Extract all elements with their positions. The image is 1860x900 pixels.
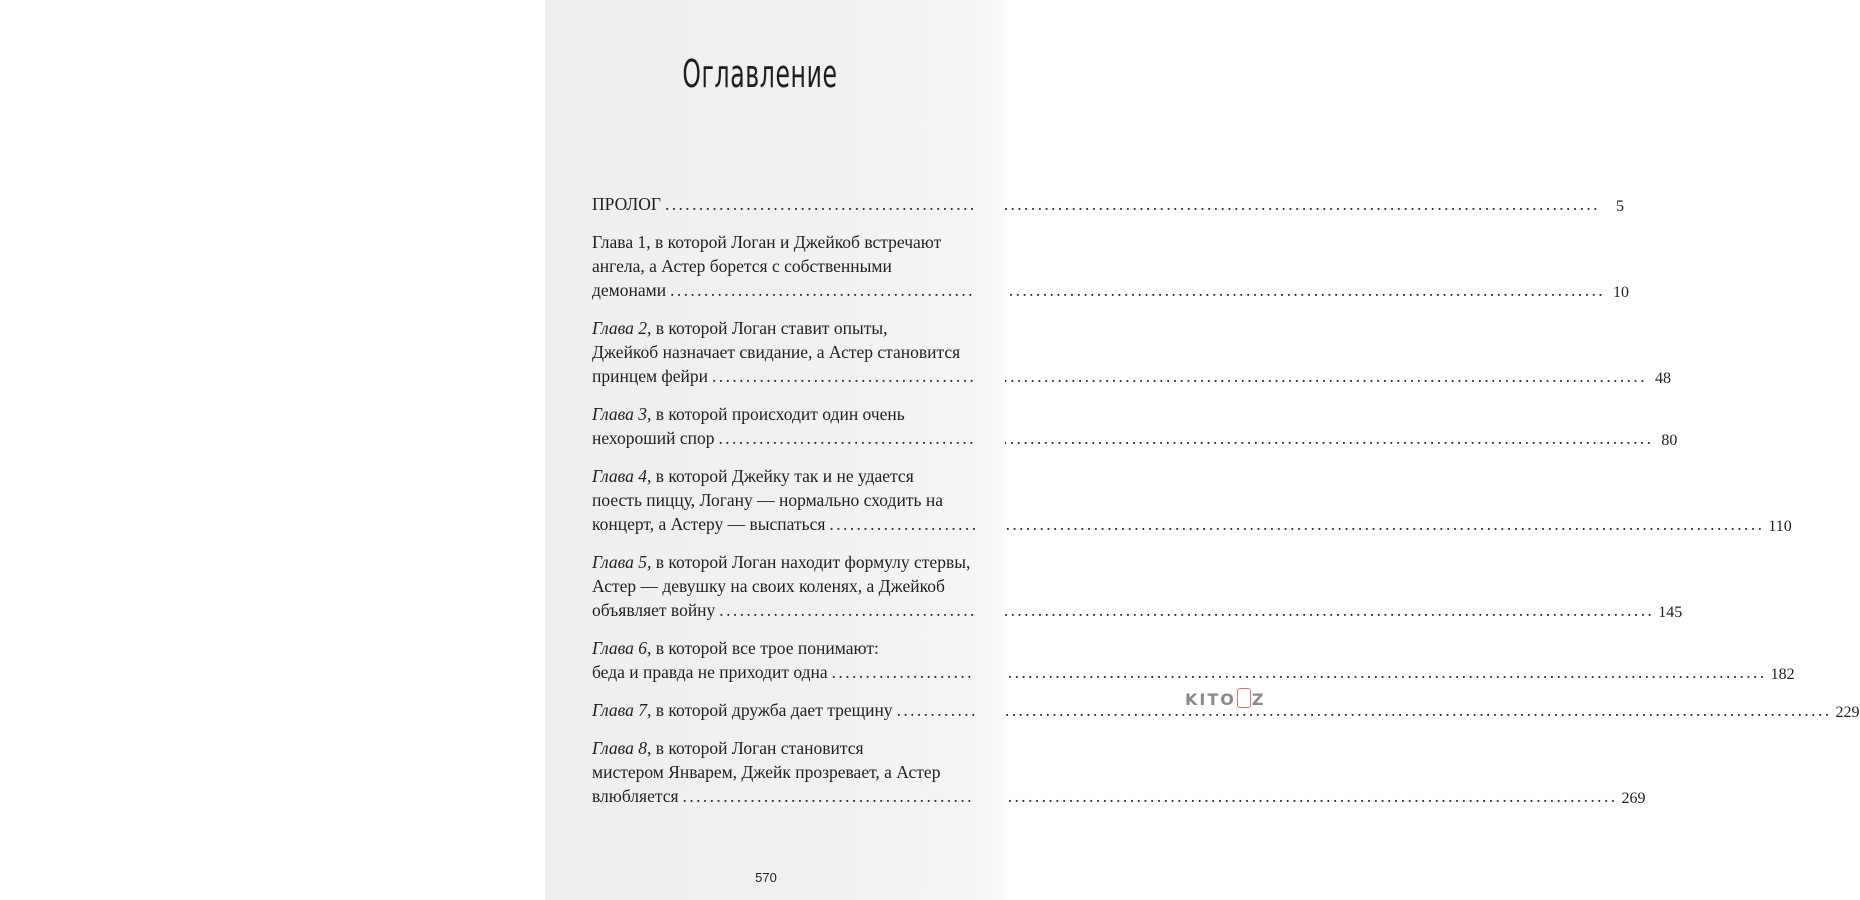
chapter-label: Глава 3,	[592, 404, 652, 424]
page-number: 570	[755, 870, 777, 885]
toc-entry-title: демонами	[592, 280, 667, 300]
toc-entry-chapter-2[interactable]	[592, 316, 1671, 388]
toc-page-number: 80	[1661, 432, 1678, 449]
toc-page-number: 269	[1621, 790, 1646, 807]
chapter-label: Глава 2,	[592, 318, 652, 338]
toc-leader-dots	[719, 598, 1654, 622]
toc-page-number: 5	[1615, 198, 1624, 215]
toc-entry-title: принцем фейри	[592, 366, 709, 386]
toc-entry-line: в которой Логан находит формулу стервы,	[651, 552, 971, 572]
toc-page-number: 182	[1770, 666, 1795, 683]
toc-leader-dots	[718, 426, 1653, 450]
toc-entry-line: в которой Логан становится	[651, 738, 864, 758]
toc-entry-line: Астер — девушку на своих коленях, а Джейкоб	[592, 576, 945, 596]
chapter-label: Глава 7,	[592, 700, 652, 720]
toc-entry-line: мистером Январем, Джейк прозревает, а Астер	[592, 762, 941, 782]
toc-entry-title: концерт, а Астеру — выспаться	[592, 514, 826, 534]
toc-entry-line: Глава 1, в которой Логан и Джейкоб встречают	[592, 232, 942, 252]
toc-entry-line: в которой Логан ставит опыты,	[651, 318, 888, 338]
toc-leader-dots	[670, 278, 1605, 302]
toc-page-number: 110	[1768, 518, 1792, 535]
toc-entry-line: в которой все трое понимают:	[651, 638, 879, 658]
toc-entry-title: влюбляется	[592, 786, 679, 806]
toc-entry-line: в которой Джейку так и не удается	[651, 466, 914, 486]
toc-page-number: 229	[1835, 704, 1860, 721]
toc-page-number: 145	[1658, 604, 1683, 621]
watermark-logo	[1185, 688, 1265, 709]
chapter-label: Глава 6,	[592, 638, 652, 658]
toc-entry-line: поесть пиццу, Логану — нормально сходить на	[592, 490, 943, 510]
chapter-label: Глава 5,	[592, 552, 652, 572]
toc-entry-chapter-3[interactable]	[592, 402, 1678, 450]
toc-title: Оглавление	[682, 52, 838, 96]
toc-entry-title: ПРОЛОГ	[592, 194, 661, 214]
toc-entry-prologue[interactable]	[592, 192, 1624, 216]
toc-entry-title: объявляет войну	[592, 600, 716, 620]
watermark-b-icon	[1237, 688, 1251, 708]
toc-entry-chapter-4[interactable]	[592, 464, 1792, 536]
toc-leader-dots	[829, 512, 1764, 536]
toc-entry-chapter-8[interactable]	[592, 736, 1646, 808]
toc-entry-title: беда и правда не приходит одна	[592, 662, 828, 682]
toc-entry-title: нехороший спор	[592, 428, 715, 448]
toc-entry-line: в которой происходит один очень	[651, 404, 905, 424]
toc-leader-dots	[832, 660, 1767, 684]
toc-entry-title: в которой дружба дает трещину	[651, 700, 893, 720]
watermark-text-right: Z	[1251, 690, 1266, 709]
toc-page-number: 10	[1613, 284, 1630, 301]
toc-page-number: 48	[1654, 370, 1671, 387]
toc-entry-chapter-6[interactable]	[592, 636, 1795, 684]
toc-entry-line: Джейкоб назначает свидание, а Астер становится	[592, 342, 961, 362]
toc-entry-line: ангела, а Астер борется с собственными	[592, 256, 892, 276]
watermark-text-left: KITO	[1185, 690, 1236, 709]
toc-leader-dots	[897, 698, 1832, 722]
toc-leader-dots	[683, 784, 1618, 808]
chapter-label: Глава 4,	[592, 466, 652, 486]
toc-entry-chapter-5[interactable]	[592, 550, 1683, 622]
toc-entry-chapter-1[interactable]	[592, 230, 1630, 302]
toc-leader-dots	[712, 364, 1647, 388]
chapter-label: Глава 8,	[592, 738, 652, 758]
toc-leader-dots	[665, 192, 1600, 216]
page-edge-shadow	[975, 0, 1005, 900]
